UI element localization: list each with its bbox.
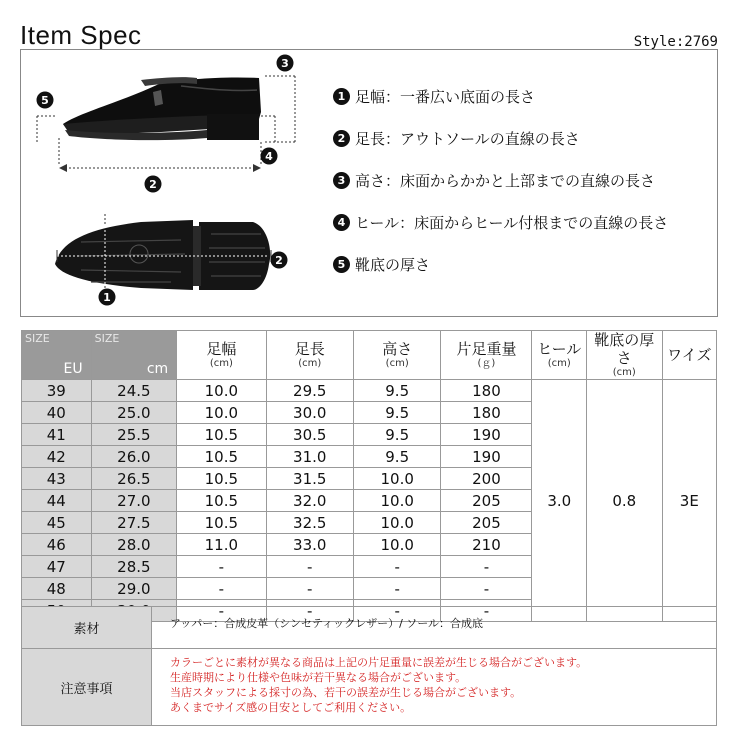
- table-cell: -: [177, 600, 266, 622]
- cm-size-cell: 26.0: [91, 446, 177, 468]
- svg-text:2: 2: [149, 178, 157, 191]
- eu-size-cell: 40: [22, 402, 92, 424]
- marker-4: [261, 148, 278, 165]
- table-cell: 10.0: [177, 402, 266, 424]
- size-table-body: [22, 380, 717, 622]
- note-line: 当店スタッフによる採寸の為、若干の誤差が生じる場合がございます。: [170, 686, 522, 699]
- material-label: 素材: [22, 607, 152, 648]
- shoe-side-view: [63, 77, 261, 140]
- table-cell: -: [441, 600, 532, 622]
- table-cell: 205: [441, 490, 532, 512]
- header-height: 高さ (cm): [353, 331, 440, 380]
- legend-item: [333, 212, 668, 254]
- cm-size-cell: 29.0: [91, 578, 177, 600]
- header-eu: SIZE EU: [22, 331, 92, 380]
- table-cell: -: [177, 556, 266, 578]
- cm-size-cell: 27.0: [91, 490, 177, 512]
- legend-text: 足幅：一番広い底面の長さ: [355, 88, 536, 106]
- table-cell: 200: [441, 468, 532, 490]
- table-cell: 30.5: [266, 424, 353, 446]
- table-cell: 10.5: [177, 424, 266, 446]
- table-cell: 11.0: [177, 534, 266, 556]
- number-badge: 2: [333, 130, 350, 147]
- cm-size-cell: 28.0: [91, 534, 177, 556]
- eu-size-cell: 42: [22, 446, 92, 468]
- legend-text: 足長：アウトソールの直線の長さ: [355, 130, 580, 148]
- table-cell: 190: [441, 424, 532, 446]
- material-notes-box: [21, 606, 717, 726]
- eu-size-cell: 48: [22, 578, 92, 600]
- cm-size-cell: 26.5: [91, 468, 177, 490]
- cm-size-cell: 24.5: [91, 380, 177, 402]
- eu-size-cell: 44: [22, 490, 92, 512]
- cm-size-cell: 25.0: [91, 402, 177, 424]
- header-foot-length: 足長 (cm): [266, 331, 353, 380]
- table-cell: 9.5: [353, 380, 440, 402]
- marker-5: [37, 92, 54, 109]
- table-cell: 31.0: [266, 446, 353, 468]
- table-cell: 31.5: [266, 468, 353, 490]
- svg-text:2: 2: [275, 254, 283, 267]
- table-cell: 10.0: [353, 534, 440, 556]
- marker-3: [277, 55, 294, 72]
- table-row: [22, 380, 717, 402]
- material-text: アッパー：合成皮革（シンセティックレザー）/ ソール：合成底: [170, 617, 484, 630]
- note-line: あくまでサイズ感の目安としてご利用ください。: [170, 701, 412, 714]
- cm-size-cell: 27.5: [91, 512, 177, 534]
- svg-text:4: 4: [265, 150, 273, 163]
- legend-text: 高さ：床面からかかと上部までの直線の長さ: [355, 172, 656, 190]
- table-cell: -: [266, 556, 353, 578]
- shared-width-cell: 3E: [662, 380, 716, 622]
- shoe-diagram: [21, 50, 321, 316]
- table-cell: -: [177, 578, 266, 600]
- table-cell: 33.0: [266, 534, 353, 556]
- header-weight: 片足重量 (ｇ): [441, 331, 532, 380]
- table-cell: 190: [441, 446, 532, 468]
- table-cell: 210: [441, 534, 532, 556]
- legend-item: [333, 128, 668, 170]
- table-cell: 10.0: [353, 468, 440, 490]
- table-cell: -: [441, 578, 532, 600]
- header-foot-width: 足幅 (cm): [177, 331, 266, 380]
- note-line: 生産時期により仕様や色味が若干異なる場合がございます。: [170, 671, 467, 684]
- notes-text: [170, 655, 587, 715]
- cm-size-cell: 25.5: [91, 424, 177, 446]
- eu-size-cell: 43: [22, 468, 92, 490]
- table-cell: -: [441, 556, 532, 578]
- legend-item: [333, 254, 668, 296]
- marker-2-side: [145, 176, 162, 193]
- table-cell: 32.5: [266, 512, 353, 534]
- table-cell: -: [353, 600, 440, 622]
- table-cell: 10.0: [353, 490, 440, 512]
- table-cell: 30.0: [266, 402, 353, 424]
- shared-heel-cell: 3.0: [532, 380, 587, 622]
- eu-size-cell: 41: [22, 424, 92, 446]
- table-cell: 205: [441, 512, 532, 534]
- marker-2-sole: [271, 252, 288, 269]
- header-sole-thickness: 靴底の厚さ (cm): [587, 331, 663, 380]
- note-line: カラーごとに素材が異なる商品は上記の片足重量に誤差が生じる場合がございます。: [170, 656, 588, 669]
- header-cm: SIZE cm: [91, 331, 177, 380]
- table-cell: 9.5: [353, 402, 440, 424]
- shared-sole-cell: 0.8: [587, 380, 663, 622]
- marker-1: [99, 289, 116, 306]
- eu-size-cell: 47: [22, 556, 92, 578]
- table-cell: 180: [441, 402, 532, 424]
- table-cell: 180: [441, 380, 532, 402]
- legend-item: [333, 170, 668, 212]
- size-table: [21, 330, 717, 622]
- table-cell: 29.5: [266, 380, 353, 402]
- eu-size-cell: 46: [22, 534, 92, 556]
- number-badge: 4: [333, 214, 350, 231]
- material-row: [22, 607, 716, 649]
- legend-text: ヒール：床面からヒール付根までの直線の長さ: [355, 214, 669, 232]
- table-cell: 10.5: [177, 512, 266, 534]
- cm-size-cell: 28.5: [91, 556, 177, 578]
- spec-diagram-box: [20, 49, 718, 317]
- shoe-sole-view: [55, 220, 270, 290]
- header-heel: ヒール (cm): [532, 331, 587, 380]
- table-cell: -: [266, 578, 353, 600]
- number-badge: 5: [333, 256, 350, 273]
- table-cell: 9.5: [353, 424, 440, 446]
- notes-label: 注意事項: [22, 649, 152, 725]
- svg-text:5: 5: [41, 94, 49, 107]
- table-cell: 10.5: [177, 490, 266, 512]
- table-cell: 10.0: [353, 512, 440, 534]
- table-cell: -: [353, 556, 440, 578]
- table-cell: -: [353, 578, 440, 600]
- svg-text:1: 1: [103, 291, 111, 304]
- dimension-legend: [333, 86, 668, 296]
- table-cell: 9.5: [353, 446, 440, 468]
- table-cell: 10.5: [177, 468, 266, 490]
- table-cell: -: [266, 600, 353, 622]
- table-cell: 10.5: [177, 446, 266, 468]
- legend-text: 靴底の厚さ: [355, 256, 431, 274]
- style-code: Style:2769: [633, 34, 718, 50]
- number-badge: 1: [333, 88, 350, 105]
- legend-item: [333, 86, 668, 128]
- table-cell: 32.0: [266, 490, 353, 512]
- page-title: Item Spec: [20, 20, 142, 50]
- notes-row: [22, 649, 716, 725]
- svg-text:3: 3: [281, 57, 289, 70]
- header: [20, 14, 720, 54]
- header-width-fit: ワイズ: [662, 331, 716, 380]
- number-badge: 3: [333, 172, 350, 189]
- table-cell: 10.0: [177, 380, 266, 402]
- eu-size-cell: 39: [22, 380, 92, 402]
- eu-size-cell: 45: [22, 512, 92, 534]
